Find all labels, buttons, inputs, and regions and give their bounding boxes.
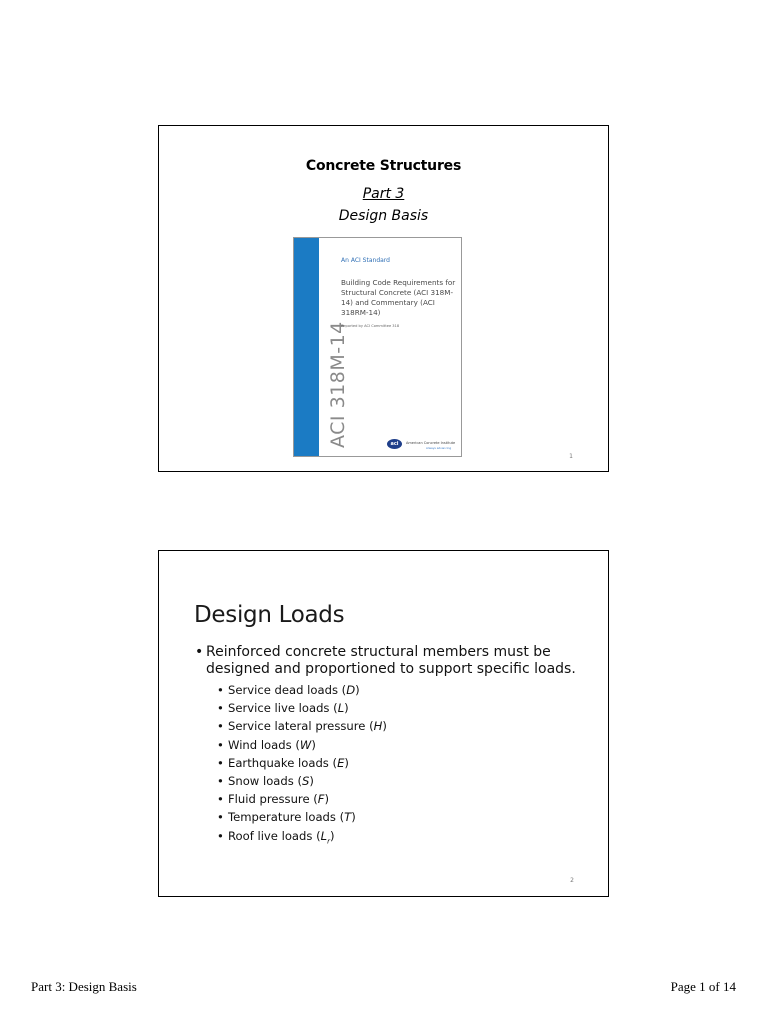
- main-bullet: [195, 644, 595, 678]
- load-item: [217, 736, 595, 754]
- bullet-icon: •: [195, 644, 204, 660]
- load-label: Roof live loads (: [228, 828, 321, 843]
- slide-title: Concrete Structures: [305, 158, 462, 174]
- bullet-icon: •: [217, 792, 224, 807]
- load-label: Wind loads (: [228, 737, 300, 752]
- main-bullet-text: Reinforced concrete structural members must be designed and proportioned to support specific loads.: [206, 644, 576, 677]
- load-symbol: L: [320, 828, 328, 843]
- load-symbol: H: [373, 719, 383, 734]
- load-close: ): [309, 774, 314, 789]
- load-symbol: S: [302, 774, 310, 789]
- load-close: ): [311, 737, 316, 752]
- load-symbol: W: [299, 737, 312, 752]
- load-item: [217, 699, 595, 717]
- footer-part-label: Part 3: Design Basis: [31, 979, 137, 994]
- load-close: ): [324, 792, 329, 807]
- load-item: [217, 808, 595, 826]
- load-close: ): [330, 828, 335, 843]
- slide-part-label: Part 3: [362, 186, 405, 202]
- bullet-icon: •: [217, 810, 224, 825]
- load-close: ): [382, 719, 387, 734]
- cover-heading: Building Code Requirements for Structural Concrete (ACI 318M-14) and Commentary (ACI 318RM-14): [341, 278, 456, 317]
- slide-1: [158, 125, 609, 472]
- load-item: [217, 790, 595, 808]
- load-close: ): [344, 701, 349, 716]
- load-label: Earthquake loads (: [228, 755, 338, 770]
- load-label: Service lateral pressure (: [228, 719, 374, 734]
- load-label: Snow loads (: [228, 774, 302, 789]
- cover-reported-by: Reported by ACI Committee 318: [341, 324, 400, 328]
- load-symbol: L: [337, 701, 345, 716]
- slide-2: [158, 550, 609, 897]
- load-symbol: E: [337, 755, 345, 770]
- cover-standard-label: An ACI Standard: [341, 257, 390, 264]
- load-item: [217, 754, 595, 772]
- loads-list: [217, 681, 595, 850]
- load-item: [217, 717, 595, 735]
- load-symbol: F: [317, 792, 325, 807]
- load-label: Fluid pressure (: [228, 792, 318, 807]
- bullet-icon: •: [217, 683, 224, 697]
- cover-tagline: Always advancing: [426, 446, 452, 450]
- load-close: ): [351, 810, 356, 825]
- slide-body: [195, 644, 595, 850]
- slide-number: 2: [570, 877, 574, 884]
- bullet-icon: •: [217, 719, 224, 734]
- cover-spine-text: ACI 318M-14: [327, 321, 349, 448]
- aci-cover-image: [293, 237, 462, 457]
- load-symbol-subscript: r: [327, 836, 330, 845]
- load-label: Temperature loads (: [228, 810, 345, 825]
- load-item: [217, 827, 595, 851]
- bullet-icon: •: [217, 828, 224, 843]
- slide-subtitle: Design Basis: [338, 208, 429, 224]
- aci-logo-icon: aci: [387, 439, 402, 449]
- cover-blue-stripe: [294, 238, 319, 456]
- load-close: ): [355, 683, 360, 697]
- load-close: ): [344, 755, 349, 770]
- cover-institute-name: American Concrete Institute: [406, 441, 456, 445]
- footer-page-number: Page 1 of 14: [670, 979, 736, 994]
- load-symbol: T: [344, 810, 352, 825]
- load-label: Service live loads (: [228, 701, 338, 716]
- bullet-icon: •: [217, 774, 224, 789]
- load-symbol: D: [346, 683, 356, 697]
- bullet-icon: •: [217, 701, 224, 716]
- bullet-icon: •: [217, 737, 224, 752]
- load-item: [217, 681, 595, 699]
- load-label: Service dead loads (: [228, 683, 347, 697]
- slide-number: 1: [569, 453, 573, 460]
- load-item: [217, 772, 595, 790]
- slide-title: Design Loads: [194, 602, 345, 628]
- bullet-icon: •: [217, 755, 224, 770]
